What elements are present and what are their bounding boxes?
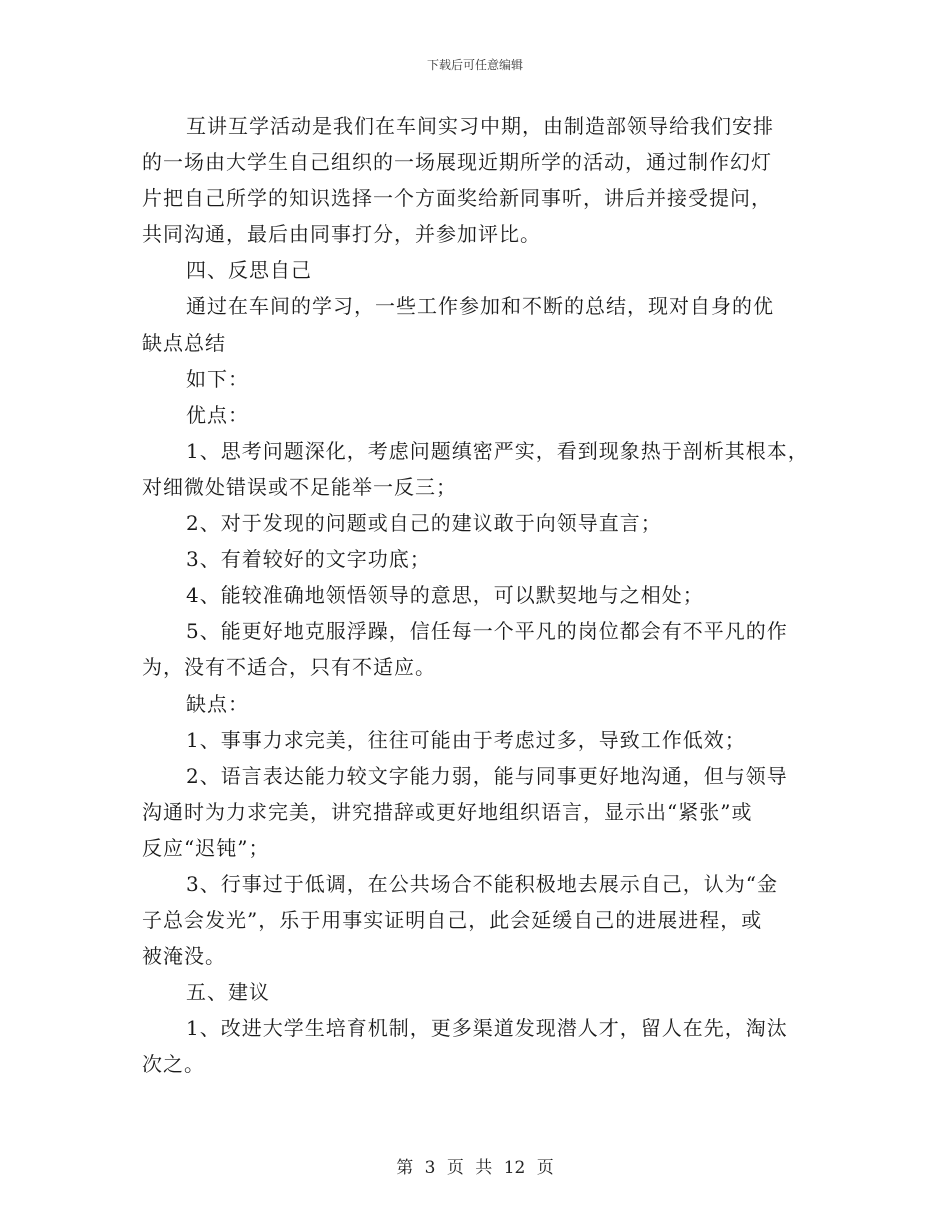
text-line: 3、行事过于低调，在公共场合不能积极地去展示自己，认为“金 — [186, 871, 778, 896]
document-body — [142, 108, 822, 1083]
text-line: 片把自己所学的知识选择一个方面奖给新同事听，讲后并接受提问， — [142, 186, 772, 211]
text-line: 2、语言表达能力较文字能力弱，能与同事更好地沟通，但与领导 — [186, 763, 788, 788]
text-line: 1、事事力求完美，往往可能由于考虑过多，导致工作低效； — [186, 727, 746, 752]
text-line: 缺点总结 — [142, 330, 226, 355]
text-line: 五、建议 — [186, 980, 270, 1005]
text-line: 优点： — [186, 402, 249, 427]
page-footer: 第 3 页 共 12 页 — [396, 1158, 554, 1178]
text-line: 2、对于发现的问题或自己的建议敢于向领导直言； — [186, 511, 662, 536]
text-line: 如下： — [186, 366, 249, 391]
text-line: 的一场由大学生自己组织的一场展现近期所学的活动，通过制作幻灯 — [142, 150, 772, 175]
text-line: 共同沟通，最后由同事打分，并参加评比。 — [142, 222, 541, 247]
text-line: 缺点： — [186, 691, 249, 716]
text-line: 3、有着较好的文字功底； — [186, 547, 431, 572]
text-line: 4、能较准确地领悟领导的意思，可以默契地与之相处； — [186, 583, 704, 608]
text-line: 被淹没。 — [142, 944, 226, 969]
page-header: 下载后可任意编辑 — [426, 58, 523, 72]
text-line: 通过在车间的学习，一些工作参加和不断的总结，现对自身的优 — [186, 294, 774, 319]
text-line: 为，没有不适合，只有不适应。 — [142, 655, 436, 680]
text-line: 子总会发光”，乐于用事实证明自己，此会延缓自己的进展进程，或 — [142, 908, 763, 933]
text-line: 互讲互学活动是我们在车间实习中期，由制造部领导给我们安排 — [186, 114, 774, 138]
text-line: 1、改进大学生培育机制，更多渠道发现潜人才，留人在先，淘汰 — [186, 1016, 788, 1041]
text-line: 5、能更好地克服浮躁，信任每一个平凡的岗位都会有不平凡的作 — [186, 619, 788, 644]
text-line: 四、反思自己 — [186, 258, 312, 283]
text-line: 对细微处错误或不足能举一反三； — [142, 474, 457, 499]
text-line: 1、思考问题深化，考虑问题缜密严实，看到现象热于剖析其根本， — [186, 438, 809, 463]
text-line: 次之。 — [142, 1052, 205, 1077]
text-line: 反应“迟钝”； — [142, 835, 270, 860]
text-line: 沟通时为力求完美，讲究措辞或更好地组织语言，显示出“紧张”或 — [142, 799, 753, 824]
